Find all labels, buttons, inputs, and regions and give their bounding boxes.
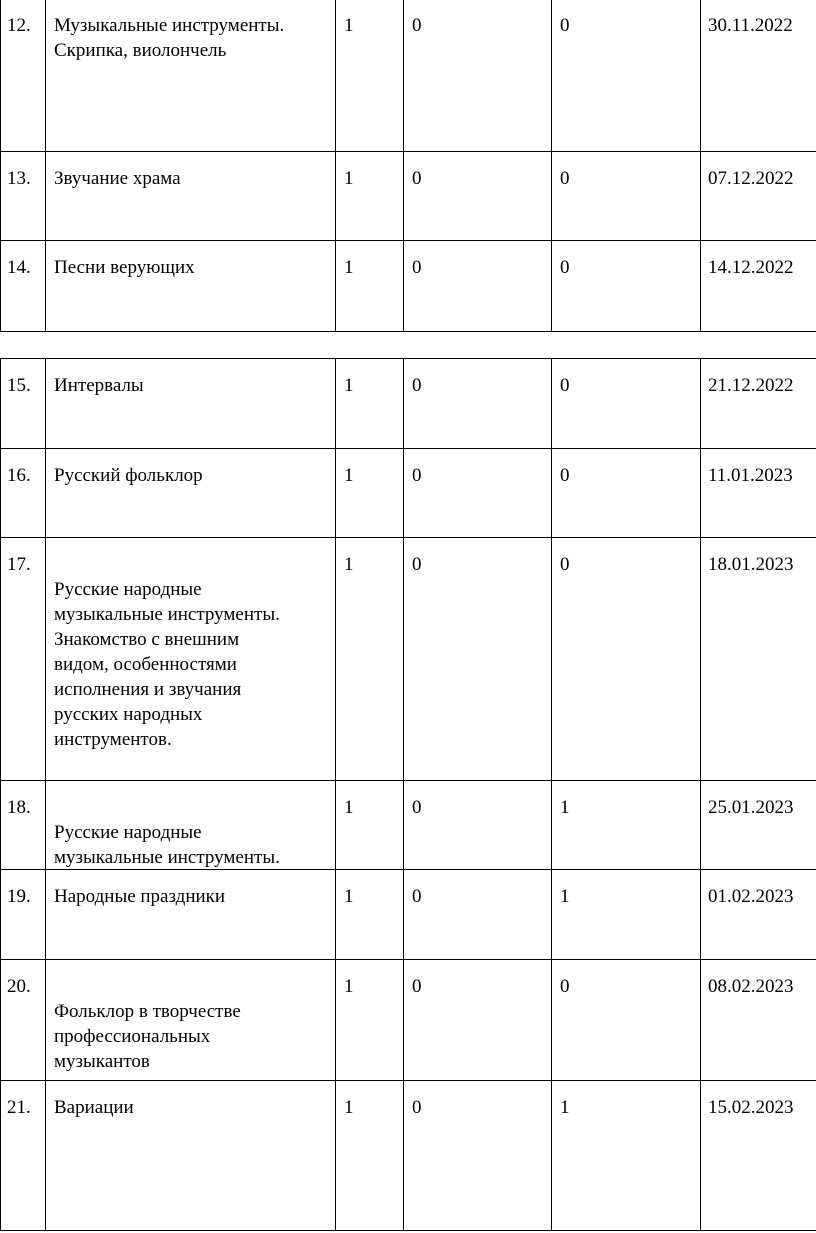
hours-practice: 0 [560, 976, 570, 997]
lesson-number: 14. [7, 257, 31, 278]
lesson-date: 30.11.2022 [708, 15, 793, 36]
lesson-number: 12. [7, 15, 31, 36]
lesson-date: 07.12.2022 [708, 168, 794, 189]
lesson-topic: Русский фольклор [54, 465, 203, 486]
hours-practice: 0 [560, 168, 570, 189]
lesson-number: 13. [7, 168, 31, 189]
hours-total: 1 [344, 168, 354, 189]
hours-total: 1 [344, 257, 354, 278]
table-row [0, 781, 816, 870]
lesson-topic: Звучание храма [54, 168, 181, 189]
hours-total: 1 [344, 886, 354, 907]
hours-total: 1 [344, 1097, 354, 1118]
lesson-topic: Фольклор в творчестве профессиональных музыкантов [54, 1001, 241, 1072]
hours-practice: 1 [560, 1097, 570, 1118]
hours-control: 0 [412, 976, 422, 997]
table-row [0, 538, 816, 781]
hours-total: 1 [344, 465, 354, 486]
table-row [0, 359, 816, 449]
lesson-number: 16. [7, 465, 31, 486]
hours-practice: 1 [560, 797, 570, 818]
lesson-number: 18. [7, 797, 31, 818]
hours-control: 0 [412, 886, 422, 907]
table-row [0, 241, 816, 332]
hours-control: 0 [412, 257, 422, 278]
lesson-date: 25.01.2023 [708, 797, 794, 818]
lesson-date: 11.01.2023 [708, 465, 793, 486]
lesson-date: 15.02.2023 [708, 1097, 794, 1118]
lesson-topic: Вариации [54, 1097, 134, 1118]
table-row [0, 960, 816, 1081]
hours-practice: 0 [560, 554, 570, 575]
hours-control: 0 [412, 797, 422, 818]
lesson-topic: Русские народные музыкальные инструменты. [54, 822, 280, 868]
lesson-date: 08.02.2023 [708, 976, 794, 997]
lesson-topic: Интервалы [54, 375, 144, 396]
hours-control: 0 [412, 465, 422, 486]
hours-total: 1 [344, 976, 354, 997]
lesson-number: 15. [7, 375, 31, 396]
lesson-topic: Русские народные музыкальные инструменты. Знакомство с внешним видом, особенностями исполнения и звучания русских народных инструментов. [54, 579, 280, 750]
table-row [0, 0, 816, 152]
lesson-topic: Музыкальные инструменты. Скрипка, виолончель [54, 15, 285, 61]
lesson-topic: Песни верующих [54, 257, 195, 278]
lesson-number: 20. [7, 976, 31, 997]
hours-control: 0 [412, 1097, 422, 1118]
hours-control: 0 [412, 15, 422, 36]
table-row [0, 152, 816, 241]
lesson-date: 18.01.2023 [708, 554, 794, 575]
lesson-table-part-2 [0, 358, 816, 1231]
hours-practice: 0 [560, 375, 570, 396]
hours-control: 0 [412, 554, 422, 575]
hours-control: 0 [412, 375, 422, 396]
lesson-topic: Народные праздники [54, 886, 226, 907]
hours-total: 1 [344, 375, 354, 396]
hours-practice: 0 [560, 465, 570, 486]
hours-practice: 0 [560, 15, 570, 36]
table-row [0, 449, 816, 538]
lesson-date: 01.02.2023 [708, 886, 794, 907]
hours-total: 1 [344, 15, 354, 36]
hours-practice: 0 [560, 257, 570, 278]
lesson-date: 14.12.2022 [708, 257, 794, 278]
lesson-number: 21. [7, 1097, 31, 1118]
hours-total: 1 [344, 797, 354, 818]
lesson-table-part-1 [0, 0, 816, 332]
table-row [0, 870, 816, 960]
lesson-date: 21.12.2022 [708, 375, 794, 396]
lesson-number: 19. [7, 886, 31, 907]
table-row [0, 1081, 816, 1231]
hours-control: 0 [412, 168, 422, 189]
hours-practice: 1 [560, 886, 570, 907]
lesson-number: 17. [7, 554, 31, 575]
hours-total: 1 [344, 554, 354, 575]
